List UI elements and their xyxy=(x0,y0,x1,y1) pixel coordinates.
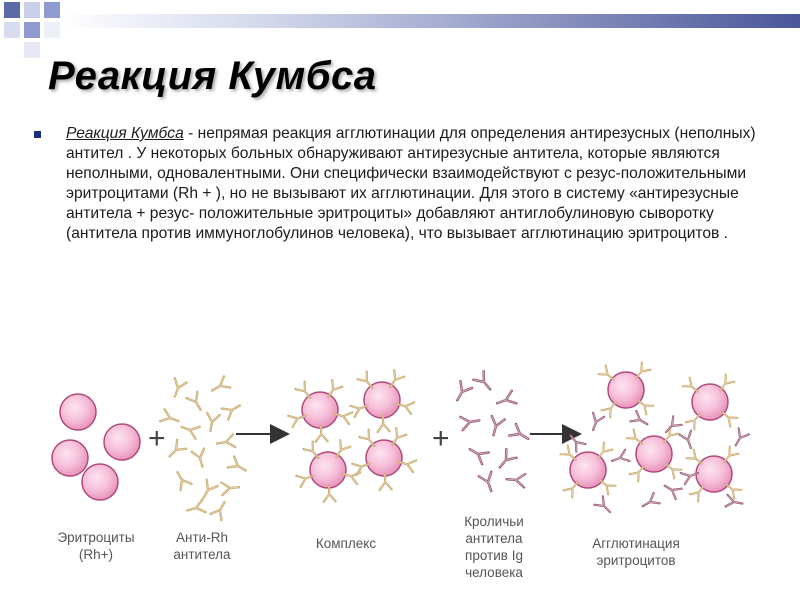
antibody-glyph xyxy=(186,500,206,517)
caption-rabbit-line2: антитела xyxy=(465,531,523,546)
antibody-glyph xyxy=(479,472,498,494)
coombs-diagram-svg xyxy=(0,330,800,600)
antibody-glyph xyxy=(487,416,505,437)
erythrocyte-cell xyxy=(366,440,402,476)
antibody-glyph xyxy=(179,421,199,439)
erythrocyte-cell xyxy=(570,452,606,488)
erythrocyte-cell xyxy=(608,372,644,408)
antibody-glyph xyxy=(495,449,517,471)
erythrocyte-cell xyxy=(60,394,96,430)
antibody-glyph xyxy=(221,481,239,495)
caption-anti-rh-line2: антитела xyxy=(173,547,231,562)
body-lead-term: Реакция Кумбса xyxy=(66,125,184,142)
antibody-glyph xyxy=(198,480,217,501)
antibody-glyph xyxy=(662,481,682,499)
caption-agglutination-line1: Агглютинация xyxy=(592,536,680,551)
erythrocyte-cell xyxy=(310,452,346,488)
antibody-glyph xyxy=(594,496,614,516)
antibody-glyph xyxy=(588,413,605,432)
plus-sign-1: + xyxy=(148,422,166,455)
antibody-glyph xyxy=(169,378,187,398)
erythrocyte-cell xyxy=(696,456,732,492)
antibody-glyph xyxy=(451,381,472,403)
erythrocyte-cell xyxy=(104,424,140,460)
erythrocyte-cell xyxy=(82,464,118,500)
body-paragraph xyxy=(66,124,766,244)
antibody-glyph xyxy=(680,431,697,450)
antibody-glyph xyxy=(640,493,660,511)
antibody-glyph xyxy=(506,473,525,488)
caption-rabbit-line4: человека xyxy=(465,565,523,580)
caption-erythrocytes-line1: Эритроциты xyxy=(57,530,135,545)
antibody-glyph xyxy=(222,400,243,419)
caption-rabbit-line1: Кроличьи xyxy=(464,514,524,529)
antibody-glyph xyxy=(204,413,219,432)
slide-title: Реакция Кумбса xyxy=(48,54,377,98)
antibody-glyph xyxy=(509,424,531,445)
antibody-glyph xyxy=(630,411,650,429)
header-gradient-bar xyxy=(60,14,800,28)
antibody-glyph xyxy=(473,371,495,393)
antibody-glyph xyxy=(495,391,517,410)
erythrocyte-cell xyxy=(52,440,88,476)
antibody-glyph xyxy=(216,434,235,449)
header-square xyxy=(24,22,40,38)
caption-agglutination-line2: эритроцитов xyxy=(596,553,676,568)
antibody-glyph xyxy=(466,443,488,464)
header-square xyxy=(44,2,60,18)
antibody-glyph xyxy=(192,449,209,469)
antibody-glyph xyxy=(460,414,480,430)
antibody-glyph xyxy=(731,428,749,448)
erythrocyte-cell xyxy=(692,384,728,420)
header-square xyxy=(4,22,20,38)
antibody-glyph xyxy=(209,376,230,395)
coombs-diagram xyxy=(0,330,800,600)
antibody-glyph xyxy=(228,456,249,475)
caption-rabbit-line3: против Ig xyxy=(465,548,523,563)
caption-anti-rh-line1: Анти-Rh xyxy=(176,530,228,545)
header-square xyxy=(24,2,40,18)
antibody-glyph xyxy=(186,392,205,413)
body-text: - непрямая реакция агглютинации для определения антирезусных (неполных) антител . У некоторых больных обнаруживают антирезусные антитела, которые являются неполными, одновалентными. Они специфически взаимодействуют с резус-положительными эритроцитами (Rh + ), но не вызывают их агглютинации. Для этого в систему «антирезусные антитела + резус- положительные эритроциты» добавляют антиглобулиновую сыворотку (антитела против иммуноглобулинов человека), что вызывает агглютинацию эритроцитов . xyxy=(66,125,756,242)
erythrocyte-cell xyxy=(636,436,672,472)
erythrocyte-cell xyxy=(364,382,400,418)
erythrocyte-cell xyxy=(302,392,338,428)
plus-sign-2: + xyxy=(432,422,450,455)
antibody-glyph xyxy=(165,440,186,461)
header-square xyxy=(24,42,40,58)
bullet-marker xyxy=(34,131,41,138)
antibody-glyph xyxy=(210,499,229,520)
header-square xyxy=(44,22,60,38)
antibody-glyph xyxy=(172,469,191,490)
antibody-glyph xyxy=(610,450,629,467)
caption-erythrocytes-line2: (Rh+) xyxy=(78,547,114,562)
caption-complex: Комплекс xyxy=(315,536,377,551)
header-square xyxy=(4,2,20,18)
